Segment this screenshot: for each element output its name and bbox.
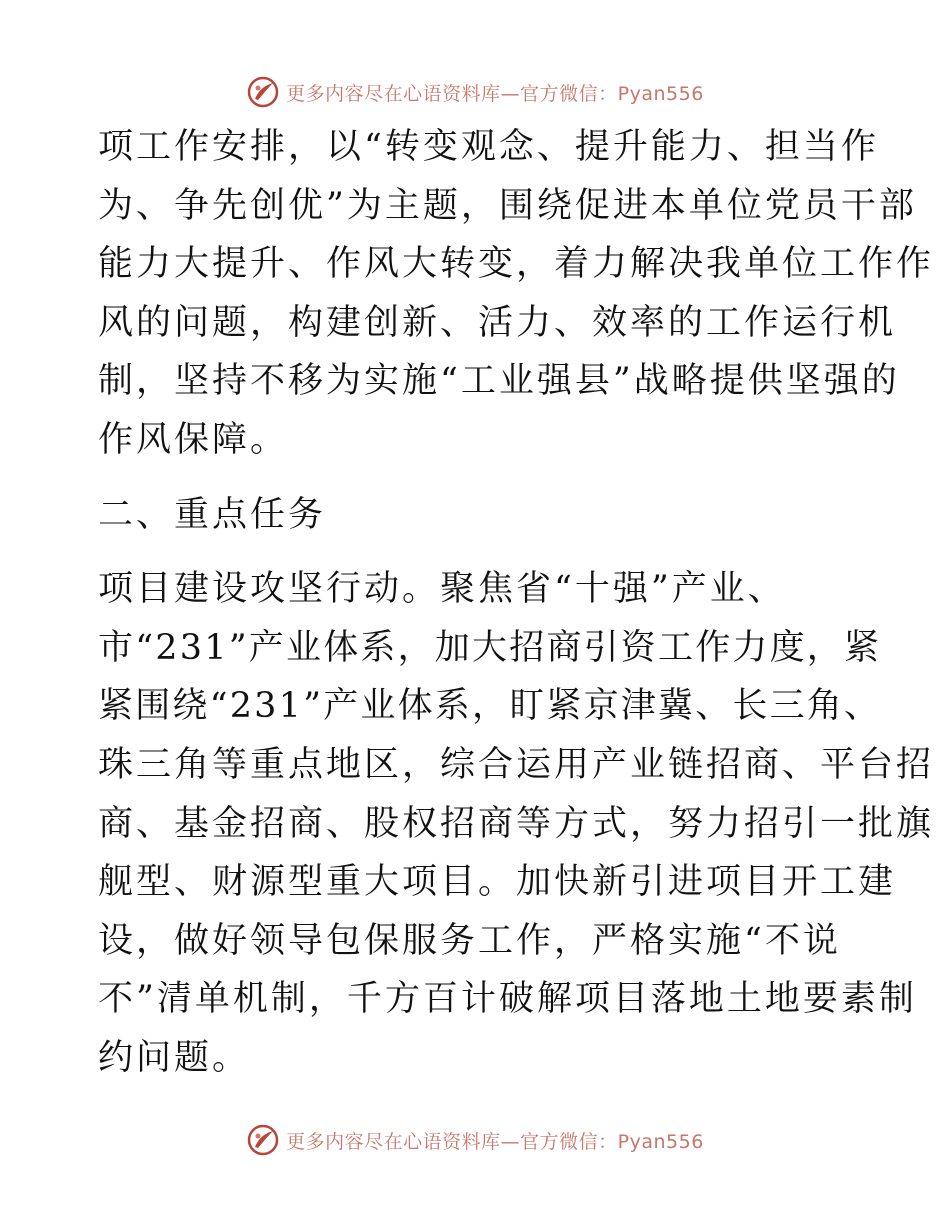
text-line: 市“231”产业体系，加大招商引资工作力度，紧	[98, 627, 882, 668]
text-line: 不”清单机制，千方百计破解项目落地土地要素制	[98, 979, 917, 1020]
text-line: 作风保障。	[98, 419, 289, 460]
text-line: 能力大提升、作风大转变，着力解决我单位工作作	[98, 244, 935, 285]
text-line: 商、基金招商、股权招商等方式，努力招引一批旗	[98, 803, 935, 844]
text-line: 制，坚持不移为实施“工业强县”战略提供坚强的	[98, 361, 900, 402]
text-line: 为、争先创优”为主题，围绕促进本单位党员干部	[98, 185, 917, 226]
text-line: 设，做好领导包保服务工作，严格实施“不说	[98, 920, 841, 961]
header-watermark	[0, 72, 950, 112]
paragraph-project-construction	[98, 560, 935, 1087]
watermark-logo-icon	[246, 1123, 280, 1157]
text-line: 舰型、财源型重大项目。加快新引进项目开工建	[98, 862, 897, 903]
footer-watermark	[0, 1120, 950, 1160]
text-line: 项目建设攻坚行动。聚焦省“十强”产业、	[98, 569, 786, 610]
text-line: 约问题。	[98, 1037, 251, 1078]
document-body	[98, 118, 935, 1088]
section-heading: 二、重点任务	[98, 494, 327, 535]
text-line: 珠三角等重点地区，综合运用产业链招商、平台招	[98, 744, 935, 785]
watermark-text: 更多内容尽在心语资料库—官方微信：Pyan556	[286, 82, 704, 105]
text-line: 项工作安排，以“转变观念、提升能力、担当作	[98, 127, 879, 167]
paragraph-guiding-principle	[98, 118, 935, 470]
text-line: 紧围绕“231”产业体系，盯紧京津冀、长三角、	[98, 686, 882, 727]
watermark-logo-icon	[246, 75, 280, 109]
text-line: 风的问题，构建创新、活力、效率的工作运行机	[98, 302, 897, 343]
watermark-text: 更多内容尽在心语资料库—官方微信：Pyan556	[286, 1130, 704, 1153]
